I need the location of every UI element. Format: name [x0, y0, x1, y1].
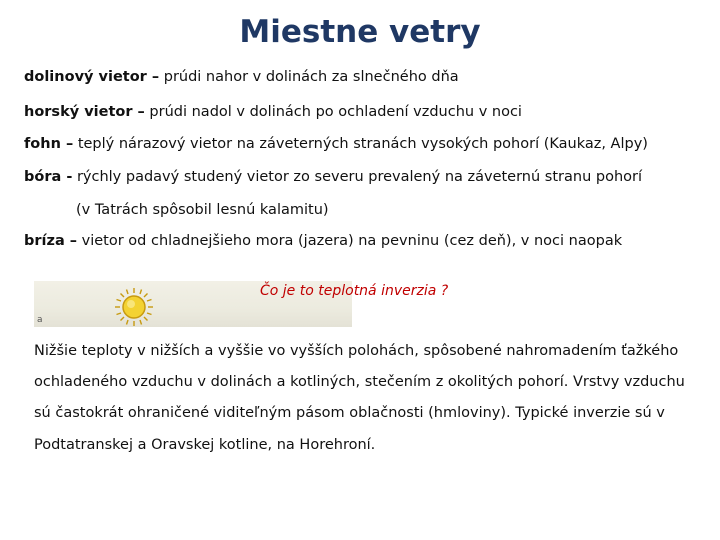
wind-description: vietor od chladnejšieho mora (jazera) na pevninu (cez deň), v noci naopak: [77, 233, 623, 249]
wind-item-fohn: [24, 136, 648, 152]
wind-item-briza: [24, 233, 622, 249]
slide-title: Miestne vetry: [239, 14, 481, 50]
wind-description: rýchly padavý studený vietor zo severu prevalený na záveternú stranu pohorí: [72, 169, 642, 185]
wind-item-dolinovy: [24, 69, 459, 85]
wind-item-horsky: [24, 104, 522, 120]
paragraph-line: Nižšie teploty v nižších a vyššie vo vyšších polohách, spôsobené nahromadením ťažkého: [34, 343, 679, 359]
wind-term: dolinový vietor –: [24, 69, 160, 85]
image-mark: a: [37, 315, 43, 325]
wind-term: fohn –: [24, 136, 74, 152]
wind-description: prúdi nadol v dolinách po ochladení vzduchu v noci: [144, 104, 522, 120]
paragraph-line: sú častokrát ohraničené viditeľným pásom oblačnosti (hmloviny). Typické inverzie sú v: [34, 405, 665, 421]
wind-description: prúdi nahor v dolinách za slnečného dňa: [159, 69, 459, 85]
wind-item-bora-note: [76, 202, 329, 218]
inversion-question: Čo je to teplotná inverzia ?: [260, 283, 449, 299]
wind-term: horský vietor –: [24, 104, 145, 120]
sun-icon: [114, 287, 154, 327]
paragraph-line: ochladeného vzduchu v dolinách a kotliných, stečením z okolitých pohorí. Vrstvy vzduchu: [34, 374, 685, 390]
paragraph-line: Podtatranskej a Oravskej kotline, na Horehroní.: [34, 437, 376, 453]
wind-item-bora: [24, 169, 642, 185]
wind-description: (v Tatrách spôsobil lesnú kalamitu): [76, 202, 329, 218]
wind-term: bóra -: [24, 169, 73, 185]
wind-term: bríza –: [24, 233, 78, 249]
wind-description: teplý nárazový vietor na záveterných stranách vysokých pohorí (Kaukaz, Alpy): [73, 136, 648, 152]
